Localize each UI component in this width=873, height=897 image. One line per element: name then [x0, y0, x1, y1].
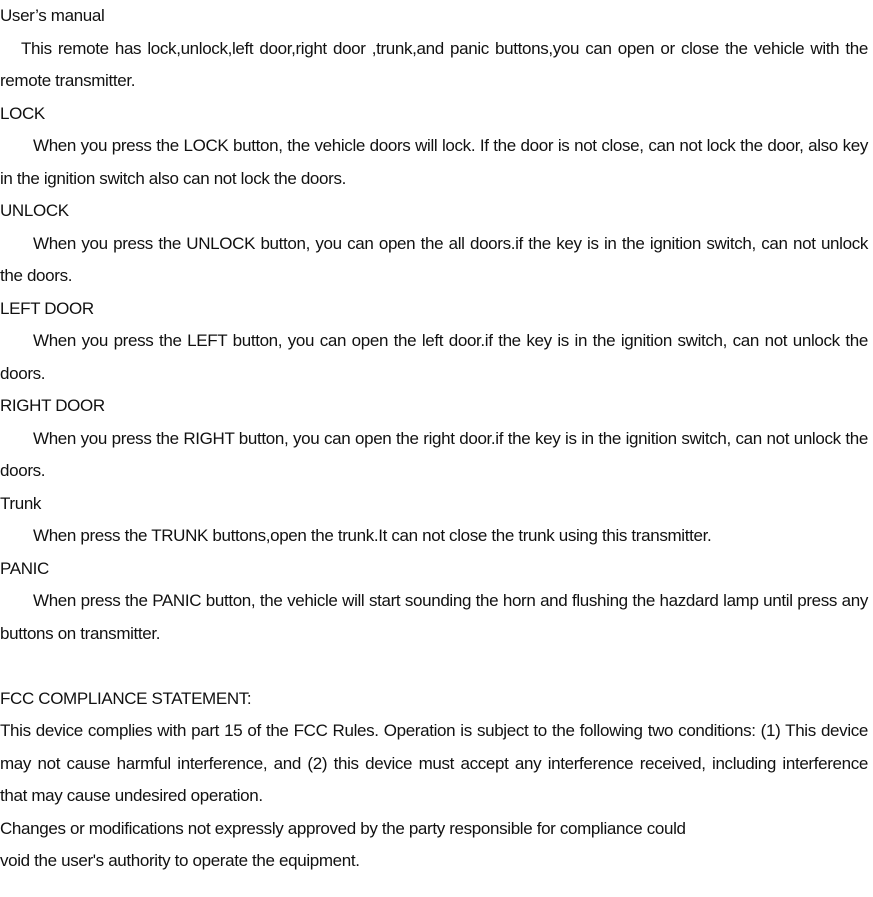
fcc-heading: FCC COMPLIANCE STATEMENT:: [0, 688, 252, 708]
section-heading-trunk: Trunk: [0, 493, 42, 513]
fcc-statement: This device complies with part 15 of the FCC Rules. Operation is subject to the following two conditions: (1) This device may not cause harmful interference, and (2) this device must accept any interference received, including interference that may cause undesired operation.: [0, 721, 868, 805]
section-heading-lock: LOCK: [0, 103, 45, 123]
section-body-unlock: When you press the UNLOCK button, you can open the all doors.if the key is in the ignition switch, can not unlock the doors.: [0, 233, 868, 285]
section-heading-right-door: RIGHT DOOR: [0, 396, 105, 415]
intro-paragraph: This remote has lock,unlock,left door,right door ,trunk,and panic buttons,you can open or close the vehicle with the remote transmitter.: [0, 38, 868, 90]
section-body-panic: When press the PANIC button, the vehicle will start sounding the horn and flushing the hazdard lamp until press any buttons on transmitter.: [0, 591, 868, 643]
document-title: User’s manual: [0, 6, 105, 25]
section-body-trunk: When press the TRUNK buttons,open the trunk.It can not close the trunk using this transmitter.: [33, 526, 712, 545]
section-heading-left-door: LEFT DOOR: [0, 298, 94, 318]
section-heading-unlock: UNLOCK: [0, 201, 69, 220]
fcc-changes-line-2: void the user's authority to operate the equipment.: [0, 851, 360, 870]
section-body-lock: When you press the LOCK button, the vehicle doors will lock. If the door is not close, can not lock the door, also key in the ignition switch also can not lock the doors.: [0, 136, 868, 188]
blank-line: [0, 650, 868, 683]
section-heading-panic: PANIC: [0, 558, 49, 578]
section-body-left-door: When you press the LEFT button, you can open the left door.if the key is in the ignition switch, can not unlock the doors.: [0, 331, 868, 383]
section-body-right-door: When you press the RIGHT button, you can open the right door.if the key is in the ignition switch, can not unlock the doors.: [0, 428, 868, 480]
fcc-changes-line-1: Changes or modifications not expressly approved by the party responsible for compliance could: [0, 818, 686, 838]
